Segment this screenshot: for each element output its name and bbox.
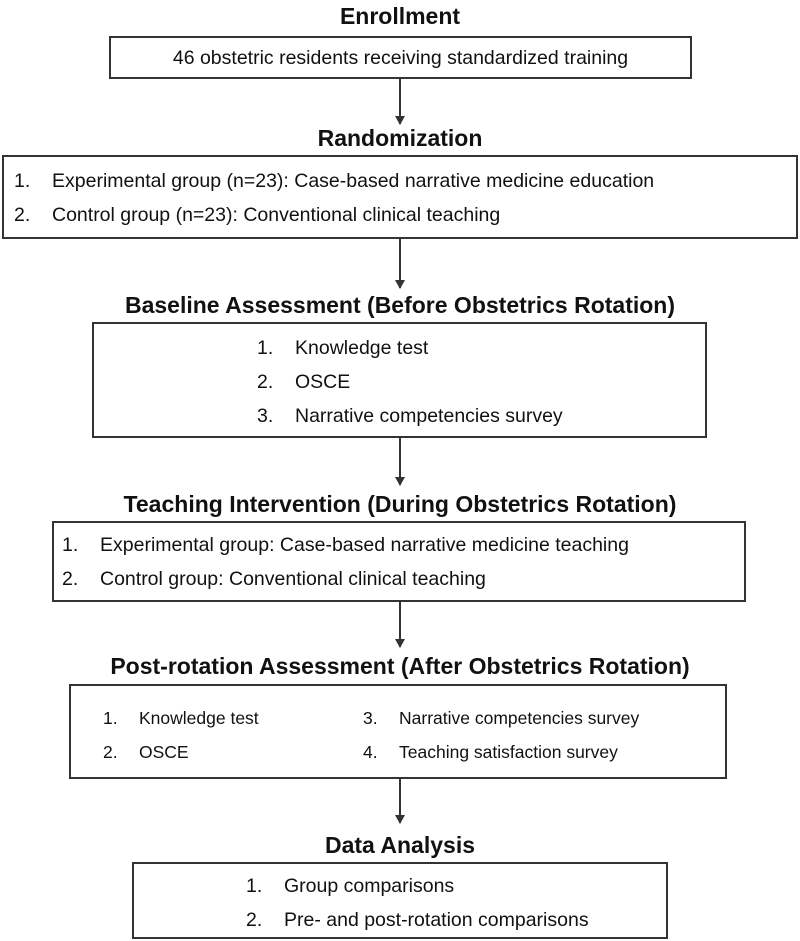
item-number: 1. <box>103 708 118 728</box>
item-text: Knowledge test <box>139 708 259 728</box>
item-number: 2. <box>62 568 79 590</box>
list-item <box>257 370 350 394</box>
post-rotation-title: Post-rotation Assessment (After Obstetrics Rotation) <box>110 653 690 679</box>
item-text: OSCE <box>139 742 189 762</box>
arrow-down-icon <box>399 779 401 823</box>
list-item <box>103 706 259 730</box>
item-text: Control group (n=23): Conventional clinical teaching <box>52 204 501 226</box>
enrollment-text: 46 obstetric residents receiving standardized training <box>172 47 629 69</box>
item-number: 2. <box>257 371 274 393</box>
randomization-title: Randomization <box>317 125 483 151</box>
analysis-box <box>132 862 668 939</box>
list-item <box>14 203 500 227</box>
intervention-box <box>52 521 746 602</box>
baseline-title: Baseline Assessment (Before Obstetrics Rotation) <box>124 292 676 318</box>
item-text: Experimental group (n=23): Case-based narrative medicine education <box>52 170 655 192</box>
item-number: 1. <box>257 337 274 359</box>
post-rotation-box <box>69 684 727 779</box>
randomization-box <box>2 155 798 239</box>
item-text: Experimental group: Case-based narrative medicine teaching <box>100 534 629 556</box>
list-item <box>246 908 589 932</box>
list-item <box>14 169 654 193</box>
item-number: 2. <box>103 742 118 762</box>
arrow-down-icon <box>399 602 401 647</box>
list-item <box>62 533 629 557</box>
arrow-down-icon <box>399 239 401 288</box>
enrollment-title: Enrollment <box>339 3 461 29</box>
list-item <box>62 567 486 591</box>
list-item <box>257 336 428 360</box>
item-number: 3. <box>257 405 274 427</box>
item-text: Group comparisons <box>284 875 455 897</box>
item-text: Control group: Conventional clinical teaching <box>100 568 486 590</box>
analysis-title: Data Analysis <box>325 832 475 858</box>
item-number: 1. <box>246 875 263 897</box>
intervention-title: Teaching Intervention (During Obstetrics Rotation) <box>123 491 677 517</box>
item-text: Teaching satisfaction survey <box>399 742 618 762</box>
item-number: 4. <box>363 742 378 762</box>
item-number: 1. <box>62 534 79 556</box>
baseline-box <box>92 322 707 438</box>
item-text: Knowledge test <box>295 337 429 359</box>
arrow-down-icon <box>399 438 401 485</box>
list-item <box>257 404 563 428</box>
arrow-down-icon <box>399 79 401 124</box>
item-number: 2. <box>14 204 31 226</box>
item-text: OSCE <box>295 371 351 393</box>
item-number: 3. <box>363 708 378 728</box>
item-text: Narrative competencies survey <box>295 405 563 427</box>
list-item <box>363 706 639 730</box>
list-item <box>103 740 189 764</box>
list-item <box>363 740 618 764</box>
item-number: 1. <box>14 170 31 192</box>
item-text: Narrative competencies survey <box>399 708 640 728</box>
item-number: 2. <box>246 909 263 931</box>
enrollment-box <box>109 36 692 79</box>
list-item <box>246 874 454 898</box>
item-text: Pre- and post-rotation comparisons <box>284 909 589 931</box>
